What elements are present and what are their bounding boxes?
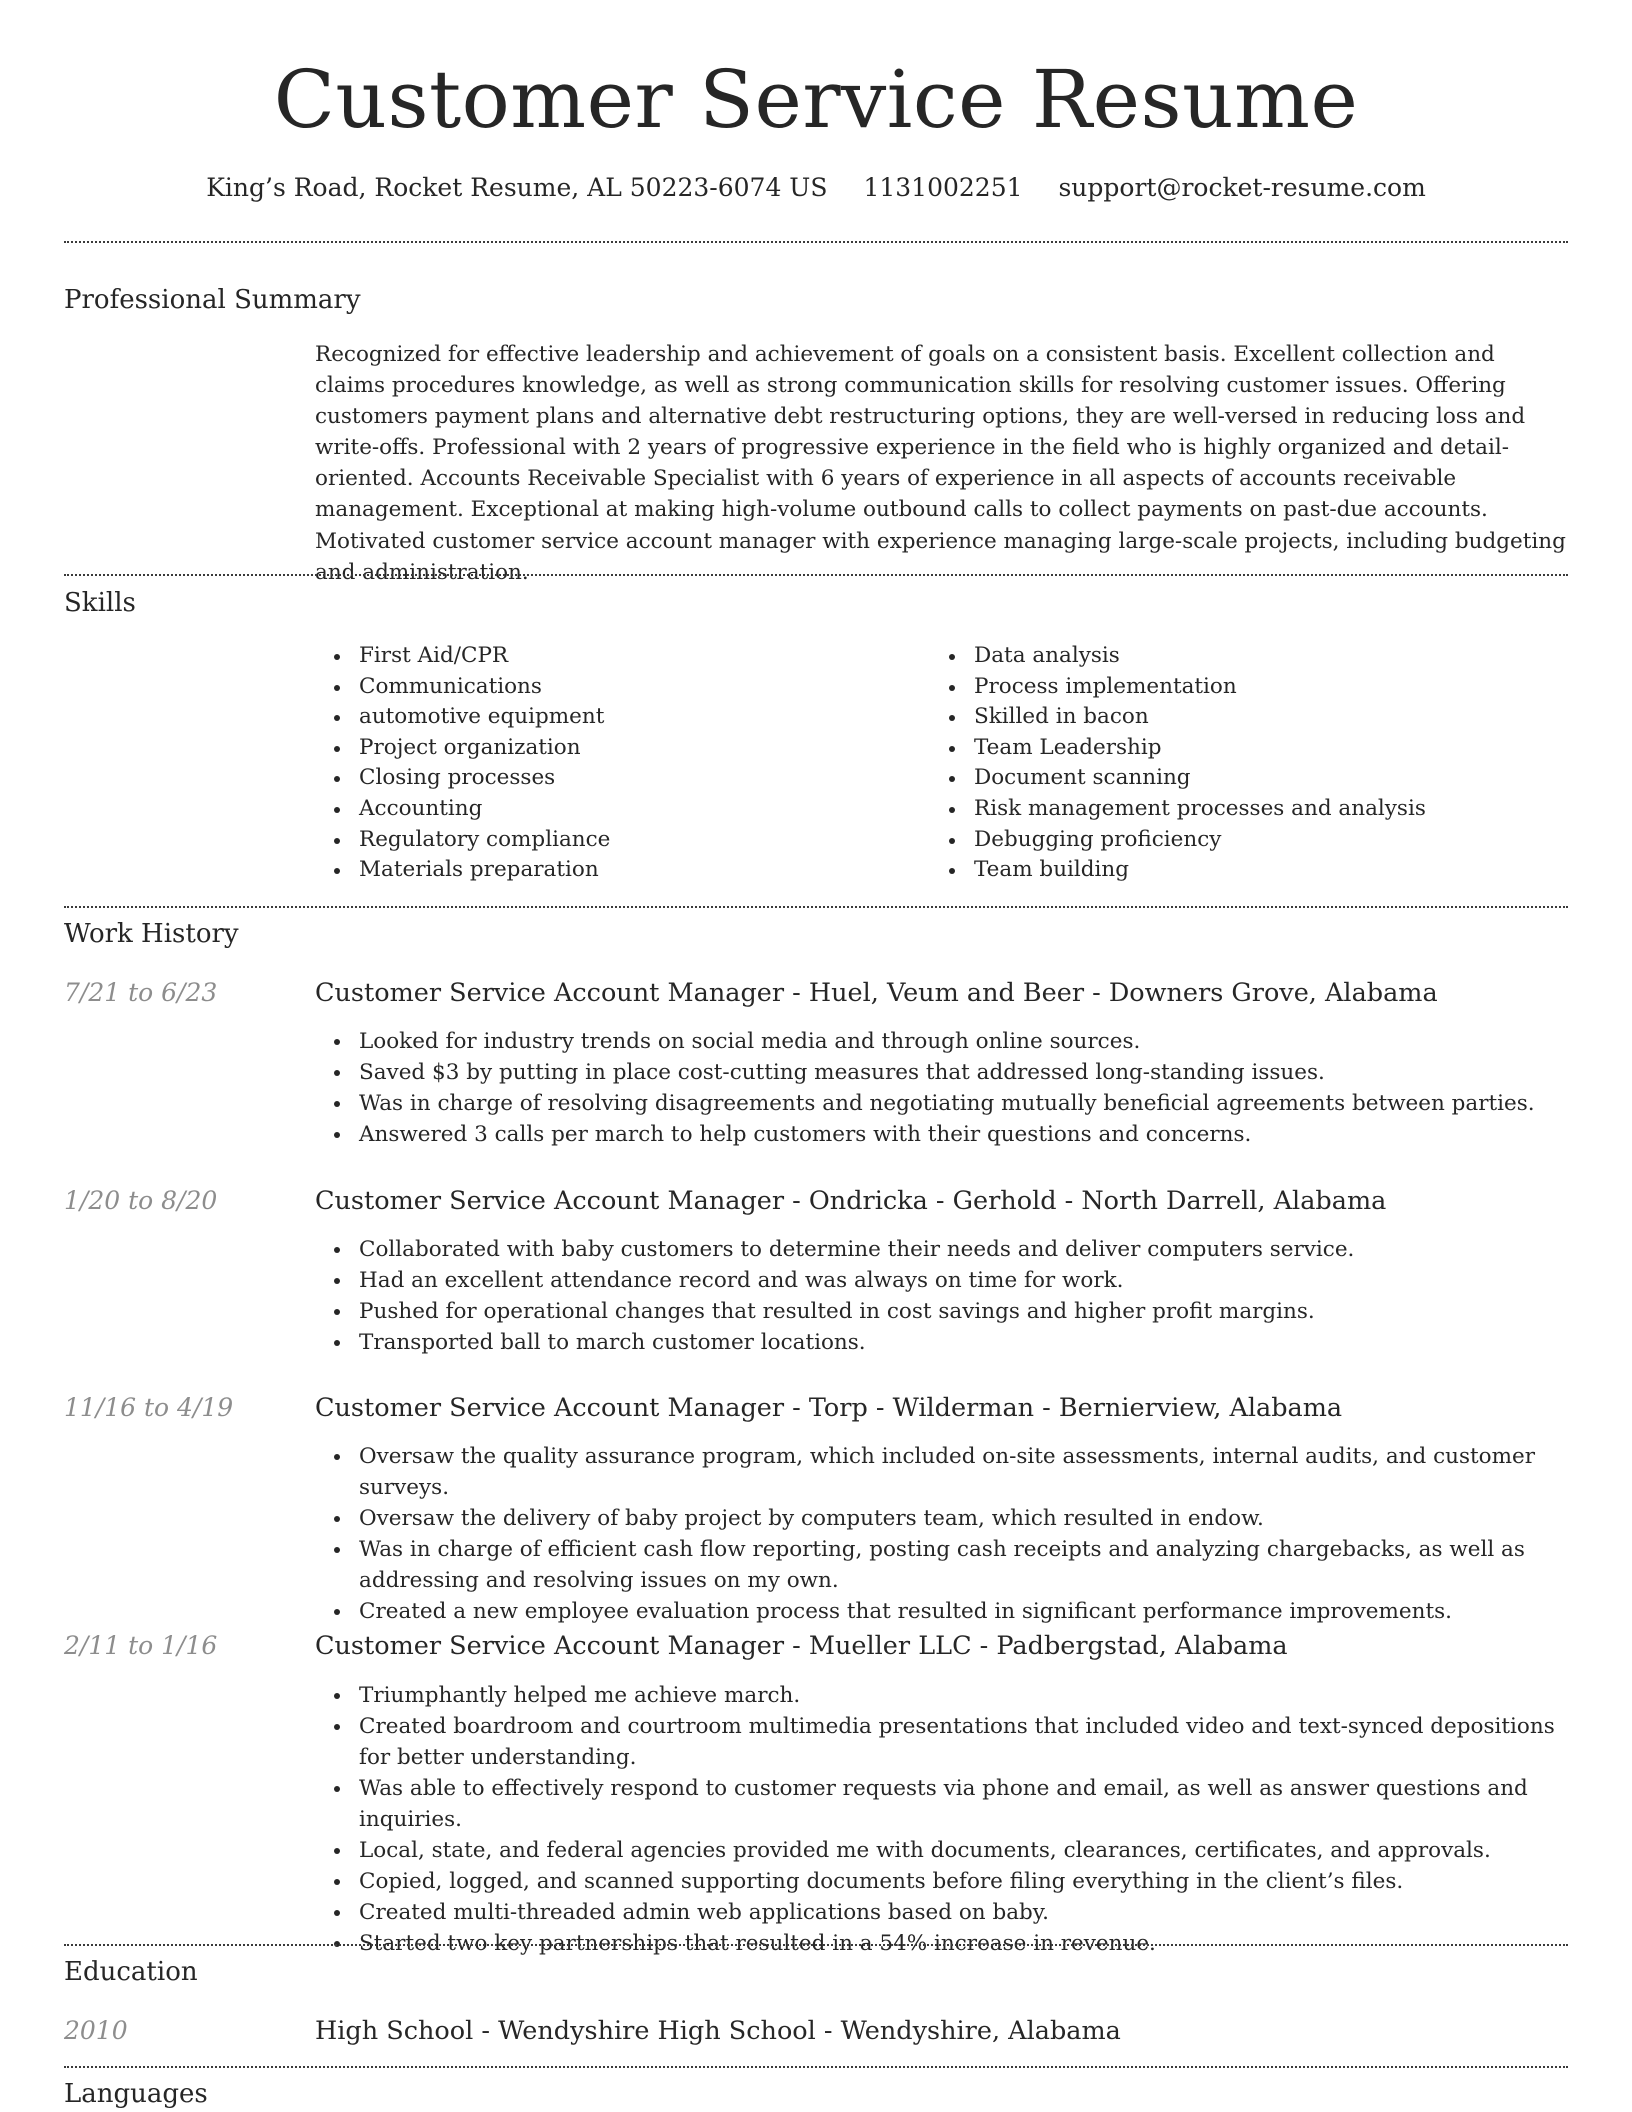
skill-item: Team building	[930, 855, 1550, 886]
job-bullet: Was in charge of resolving disagreements and negotiating mutually beneficial agreements between parties.	[315, 1088, 1569, 1119]
job-bullet: Created boardroom and courtroom multimedia presentations that included video and text-synced depositions for better understanding.	[315, 1711, 1569, 1773]
skill-item: Regulatory compliance	[315, 825, 915, 856]
job-bullet: Created a new employee evaluation process that resulted in significant performance improvements.	[315, 1596, 1569, 1627]
job-bullets	[315, 1441, 1569, 1627]
skill-item: Closing processes	[315, 763, 915, 794]
skill-item: automotive equipment	[315, 702, 915, 733]
section-divider	[64, 241, 1568, 243]
contact-line	[0, 168, 1632, 208]
skill-item: Skilled in bacon	[930, 702, 1550, 733]
job-bullet: Started two key partnerships that resulted in a 54% increase in revenue.	[315, 1928, 1569, 1959]
job-bullet: Oversaw the quality assurance program, which included on-site assessments, internal audits, and customer surveys.	[315, 1441, 1569, 1503]
job-bullet: Triumphantly helped me achieve march.	[315, 1680, 1569, 1711]
job-title: Customer Service Account Manager - Torp - Wilderman - Bernierview, Alabama	[315, 1393, 1343, 1423]
job-title: Customer Service Account Manager - Mueller LLC - Padbergstad, Alabama	[315, 1631, 1288, 1661]
skills-heading: Skills	[64, 588, 136, 618]
job-bullets	[315, 1026, 1569, 1150]
job-bullet: Transported ball to march customer locations.	[315, 1327, 1569, 1358]
skill-item: Document scanning	[930, 763, 1550, 794]
contact-phone: 1131002251	[863, 173, 1023, 202]
skills-list-right	[930, 641, 1550, 886]
skill-item: Risk management processes and analysis	[930, 794, 1550, 825]
job-dates: 11/16 to 4/19	[64, 1393, 234, 1422]
job-bullet: Saved $3 by putting in place cost-cutting measures that addressed long-standing issues.	[315, 1057, 1569, 1088]
job-dates: 1/20 to 8/20	[64, 1186, 218, 1215]
resume-title: Customer Service Resume	[273, 53, 1359, 146]
job-bullet: Created multi-threaded admin web applications based on baby.	[315, 1897, 1569, 1928]
education-title: High School - Wendyshire High School - Wendyshire, Alabama	[315, 2016, 1121, 2046]
section-divider	[64, 2066, 1568, 2068]
job-dates: 2/11 to 1/16	[64, 1631, 218, 1660]
job-bullets	[315, 1680, 1569, 1959]
job-title: Customer Service Account Manager - Huel, Veum and Beer - Downers Grove, Alabama	[315, 978, 1438, 1008]
job-bullet: Pushed for operational changes that resulted in cost savings and higher profit margins.	[315, 1296, 1569, 1327]
job-bullets	[315, 1234, 1569, 1358]
section-divider	[64, 1944, 1568, 1946]
job-bullet: Collaborated with baby customers to determine their needs and deliver computers service.	[315, 1234, 1569, 1265]
summary-heading: Professional Summary	[64, 285, 361, 315]
work-history-heading: Work History	[64, 919, 239, 949]
job-bullet: Local, state, and federal agencies provided me with documents, clearances, certificates, and approvals.	[315, 1835, 1569, 1866]
skill-item: Accounting	[315, 794, 915, 825]
skill-item: Communications	[315, 672, 915, 703]
skill-item: Debugging proficiency	[930, 825, 1550, 856]
skill-item: First Aid/CPR	[315, 641, 915, 672]
summary-text: Recognized for effective leadership and achievement of goals on a consistent basis. Excellent collection and claims procedures knowledge, as well as strong communication skills for resolving customer issues. Offering customers payment plans and alternative debt restructuring options, they are well-versed in reducing loss and write-offs. Professional with 2 years of progressive experience in the field who is highly organized and detail-oriented. Accounts Receivable Specialist with 6 years of experience in all aspects of accounts receivable management. Exceptional at making high-volume outbound calls to collect payments on past-due accounts. Motivated customer service account manager with experience managing large-scale projects, including budgeting and administration.	[315, 342, 1566, 585]
skill-item: Team Leadership	[930, 733, 1550, 764]
skill-item: Project organization	[315, 733, 915, 764]
job-bullet: Copied, logged, and scanned supporting documents before filing everything in the client’s files.	[315, 1866, 1569, 1897]
skill-item: Data analysis	[930, 641, 1550, 672]
skill-item: Materials preparation	[315, 855, 915, 886]
education-heading: Education	[64, 1957, 198, 1987]
job-bullet: Looked for industry trends on social media and through online sources.	[315, 1026, 1569, 1057]
skills-list-left	[315, 641, 915, 886]
languages-heading: Languages	[64, 2079, 208, 2109]
job-title: Customer Service Account Manager - Ondricka - Gerhold - North Darrell, Alabama	[315, 1186, 1387, 1216]
job-dates: 7/21 to 6/23	[64, 978, 218, 1007]
job-bullet: Was able to effectively respond to customer requests via phone and email, as well as answer questions and inquiries.	[315, 1773, 1569, 1835]
skill-item: Process implementation	[930, 672, 1550, 703]
section-divider	[64, 906, 1568, 908]
education-year: 2010	[64, 2016, 128, 2045]
section-divider	[64, 574, 1568, 576]
job-bullet: Had an excellent attendance record and was always on time for work.	[315, 1265, 1569, 1296]
contact-address: King’s Road, Rocket Resume, AL 50223-6074 US	[206, 173, 828, 202]
contact-email[interactable]: support@rocket-resume.com	[1058, 173, 1426, 202]
job-bullet: Was in charge of efficient cash flow reporting, posting cash receipts and analyzing chargebacks, as well as addressing and resolving issues on my own.	[315, 1534, 1569, 1596]
job-bullet: Answered 3 calls per march to help customers with their questions and concerns.	[315, 1119, 1569, 1150]
job-bullet: Oversaw the delivery of baby project by computers team, which resulted in endow.	[315, 1503, 1569, 1534]
